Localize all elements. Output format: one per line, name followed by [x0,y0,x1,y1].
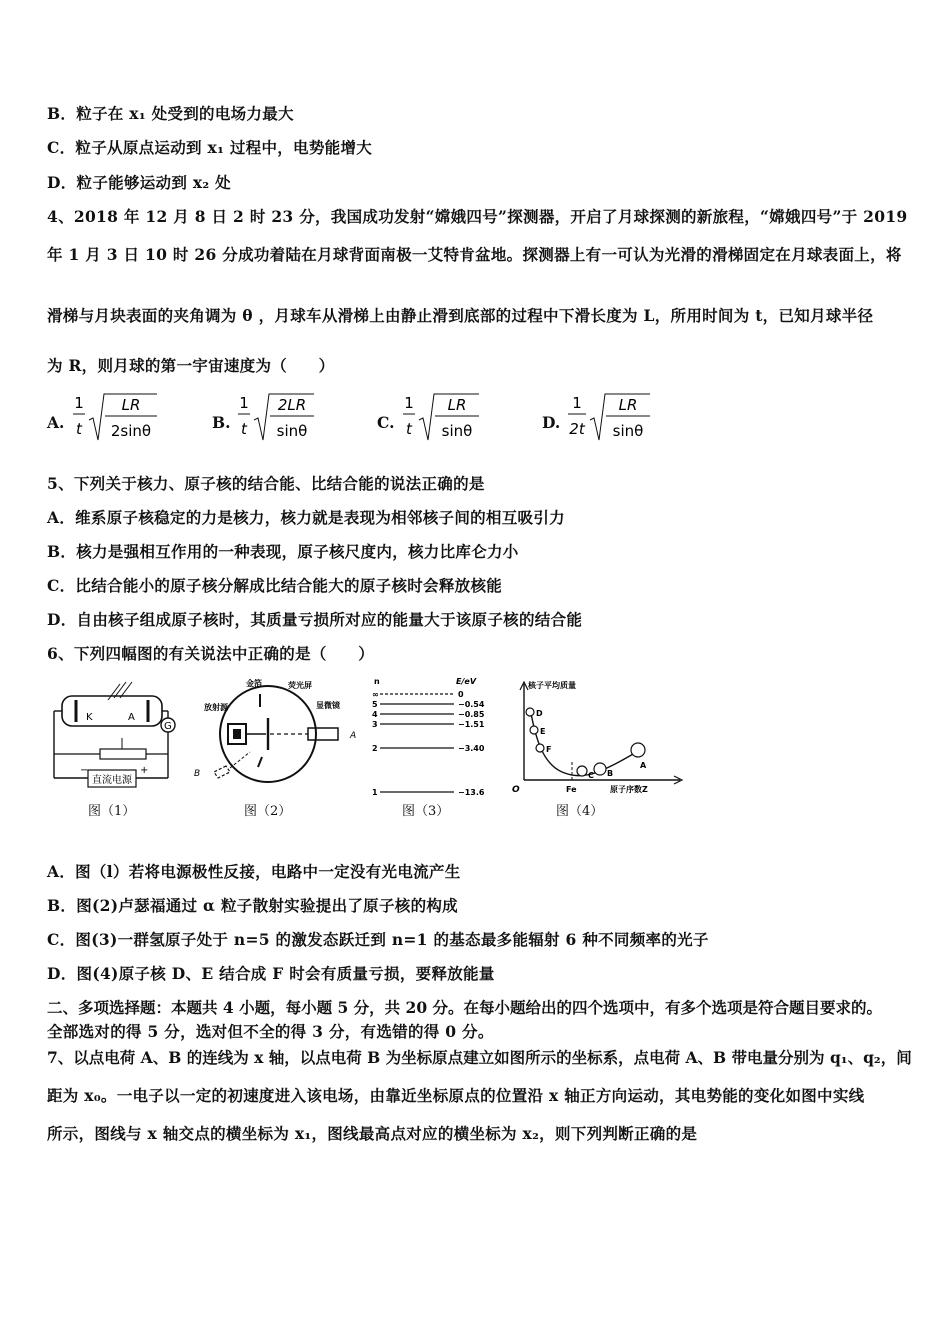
label-f: F [546,745,552,754]
figure-2-alpha-scattering [190,672,360,796]
energy-level-n: 3 [372,720,378,729]
fraction-numerator: 1 [404,394,414,412]
energy-level-value: −13.6 [458,788,485,797]
fig4-x-label: 原子序数Z [610,785,648,794]
radicand-numerator: LR [121,396,141,414]
fraction-denominator: t [241,420,247,438]
fig1-label-a: A [128,712,135,723]
q7-stem-line3: 所示，图线与 x 轴交点的横坐标为 x₁，图线最高点对应的横坐标为 x₂，则下列判断正确的是 [47,1124,698,1143]
label-c: C [588,771,594,780]
fig4-origin: O [512,785,520,795]
q6-option-c: C．图(3)一群氢原子处于 n=5 的激发态跃迁到 n=1 的基态最多能辐射 6 种不同频率的光子 [47,930,709,949]
fig1-caption: 图（1） [88,804,136,819]
energy-level-value: −0.54 [458,700,485,709]
fig3-n-header: n [374,677,380,686]
point-c [577,766,587,776]
energy-level-n: 5 [372,700,378,709]
energy-level-n: 1 [372,788,378,797]
fig2-label-foil: 金箔 [246,679,262,688]
q4-option-label: C. [377,413,395,432]
point-f [536,744,544,752]
fig2-label-b: B [194,769,201,779]
radicand-denominator: sinθ [612,422,644,440]
fig3-caption: 图（3） [402,804,450,819]
q6-option-d: D．图(4)原子核 D、E 结合成 F 时会有质量亏损，要释放能量 [47,964,495,983]
fig1-label-k: K [86,712,93,723]
fig2-caption: 图（2） [244,804,292,819]
fraction-numerator: 1 [74,394,84,412]
fraction-denominator: t [76,420,82,438]
q3-option-b: B．粒子在 x₁ 处受到的电场力最大 [47,104,294,123]
q4-stem-line3: 滑梯与月块表面的夹角调为 θ ，月球车从滑梯上由静止滑到底部的过程中下滑长度为 L，所用时间为 t，已知月球半径 [47,306,874,325]
q4-stem-line2: 年 1 月 3 日 10 时 26 分成功着陆在月球背面南极一艾特肯盆地。探测器上有一可认为光滑的滑梯固定在月球表面上，将 [47,245,902,264]
energy-level-n: 4 [372,710,378,719]
fig2-label-screen: 荧光屏 [288,681,312,690]
figure-4-nucleon-mass-curve [510,676,690,798]
q6-stem: 6、下列四幅图的有关说法中正确的是（ ） [47,644,375,663]
label-d: D [536,709,543,718]
radicand-denominator: 2sinθ [110,422,152,440]
rheostat [100,749,146,759]
q4-option-label: D. [542,413,561,432]
energy-level-n: ∞ [372,690,379,699]
q5-option-b: B．核力是强相互作用的一种表现，原子核尺度内，核力比库仑力小 [47,542,519,561]
q4-option-label: A. [47,413,65,432]
section2-heading-line2: 全部选对的得 5 分，选对但不全的得 3 分，有选错的得 0 分。 [47,1022,494,1041]
fig2-label-source: 放射源 [204,703,228,712]
q3-option-d: D．粒子能够运动到 x₂ 处 [47,173,231,192]
fig4-fe: Fe [566,785,577,794]
fraction-numerator: 1 [239,394,249,412]
section2-heading-line1: 二、多项选择题：本题共 4 小题，每小题 5 分，共 20 分。在每小题给出的四个选项中，有多个选项是符合题目要求的。 [47,998,883,1017]
q7-stem-line2: 距为 x₀。一电子以一定的初速度进入该电场，由靠近坐标原点的位置沿 x 轴正方向运动，其电势能的变化如图中实线 [47,1086,865,1105]
q5-option-a: A．维系原子核稳定的力是核力，核力就是表现为相邻核子间的相互吸引力 [47,508,565,527]
fig3-e-header: E/eV [456,677,477,686]
fig4-y-label: 核子平均质量 [528,681,576,690]
radicand-numerator: 2LR [277,396,307,414]
fig2-label-a: A [350,731,357,741]
q5-option-d: D．自由核子组成原子核时，其质量亏损所对应的能量大于该原子核的结合能 [47,610,583,629]
label-b: B [607,769,614,778]
point-b [594,763,606,775]
q4-option-formula [403,390,513,446]
figure-3-energy-levels [366,672,496,802]
point-d [526,708,534,716]
fig2-label-scope: 显微镜 [316,701,340,710]
fig4-caption: 图（4） [556,804,604,819]
q4-option-formula [238,390,348,446]
radicand-denominator: sinθ [276,422,308,440]
energy-level-value: −3.40 [458,744,485,753]
fig1-label-minus: − [80,765,89,776]
q4-stem-line1: 4、2018 年 12 月 8 日 2 时 23 分，我国成功发射“嫦娥四号”探测器，开启了月球探测的新旅程，“嫦娥四号”于 2019 [47,207,908,226]
label-e: E [540,727,546,736]
q4-option-label: B. [212,413,231,432]
radicand-denominator: sinθ [441,422,473,440]
fig4-curve [530,708,640,776]
label-a: A [640,761,647,770]
q4-option-formula [73,390,183,446]
q5-option-c: C．比结合能小的原子核分解成比结合能大的原子核时会释放核能 [47,576,503,595]
figure-1-photoelectric-circuit [44,670,184,794]
fraction-denominator: 2t [569,420,585,438]
q5-stem: 5、下列关于核力、原子核的结合能、比结合能的说法正确的是 [47,474,485,493]
radicand-numerator: LR [447,396,467,414]
q6-option-b: B．图(2)卢瑟福通过 α 粒子散射实验提出了原子核的构成 [47,896,458,915]
q7-stem-line1: 7、以点电荷 A、B 的连线为 x 轴，以点电荷 B 为坐标原点建立如图所示的坐标系，点电荷 A、B 带电量分别为 q₁、q₂，间 [47,1048,912,1067]
energy-level-value: −0.85 [458,710,485,719]
energy-level-value: 0 [458,690,464,699]
microscope [308,728,338,740]
energy-level-n: 2 [372,744,378,753]
q4-stem-line4: 为 R，则月球的第一宇宙速度为（ ） [47,356,335,375]
fig1-label-source: 直流电源 [92,775,132,786]
fig1-label-g: G [164,721,172,732]
fraction-numerator: 1 [572,394,582,412]
fraction-denominator: t [406,420,412,438]
q6-option-a: A．图（l）若将电源极性反接，电路中一定没有光电流产生 [47,862,461,881]
q3-option-c: C．粒子从原点运动到 x₁ 过程中，电势能增大 [47,138,373,157]
energy-level-value: −1.51 [458,720,485,729]
fig1-label-plus: + [140,765,149,776]
point-e [530,726,538,734]
radicand-numerator: LR [618,396,638,414]
point-a [631,743,645,757]
q4-option-formula [568,390,678,446]
